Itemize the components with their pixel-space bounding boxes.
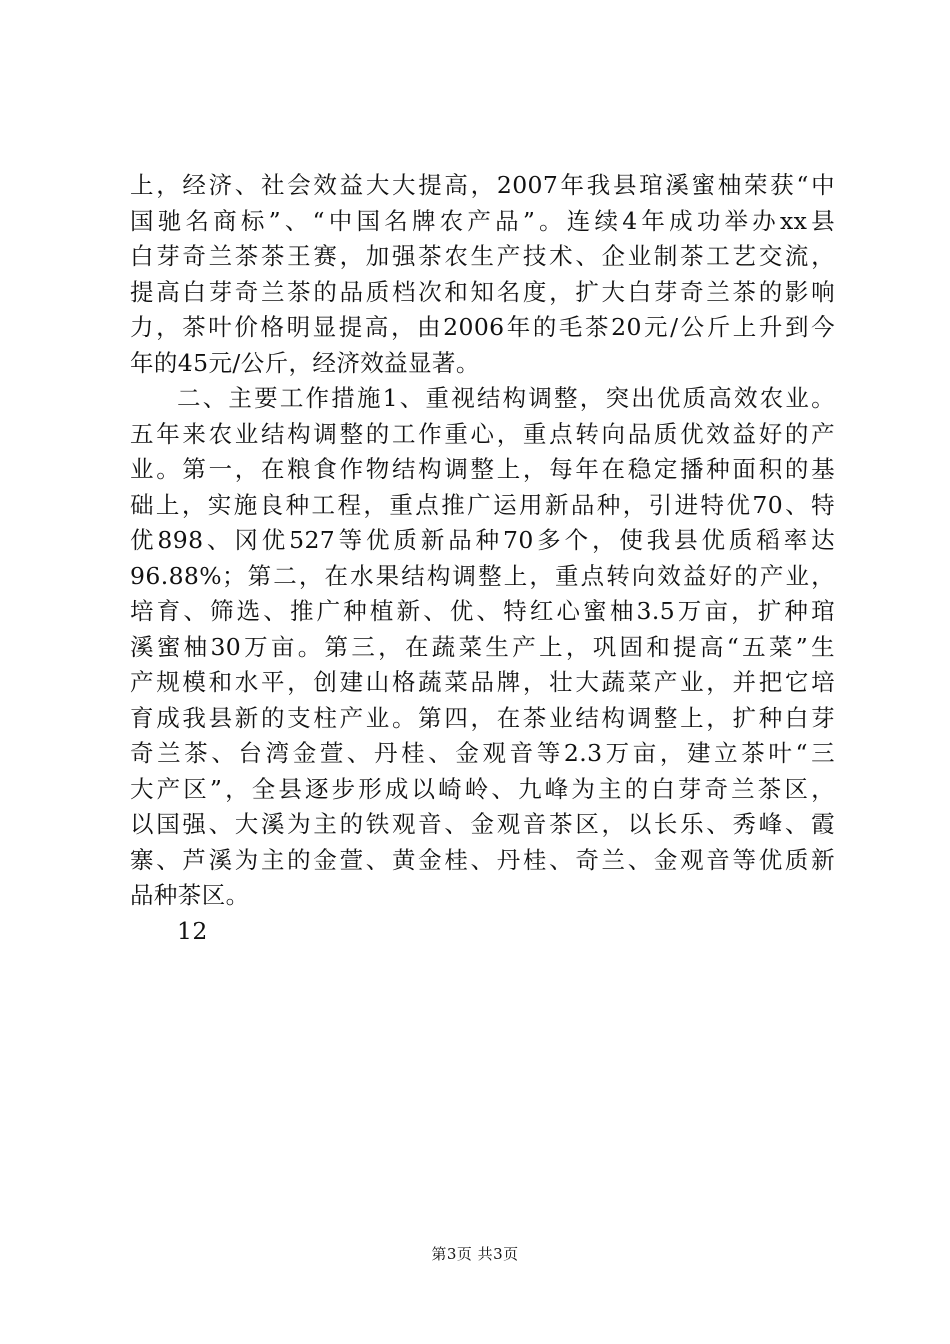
text-line: 上，经济、社会效益大大提高，2007年我县琯溪蜜柚荣获“中 bbox=[130, 171, 835, 199]
text-line: 品种茶区。 bbox=[130, 881, 250, 909]
text-line: 产规模和水平，创建山格蔬菜品牌，壮大蔬菜产业，并把它培 bbox=[130, 668, 835, 696]
text-line: 年的45元/公斤，经济效益显著。 bbox=[130, 348, 480, 377]
text-line: 白芽奇兰茶茶王赛，加强茶农生产技术、企业制茶工艺交流， bbox=[130, 242, 835, 270]
page-number-label: 第3页 共3页 bbox=[431, 1245, 519, 1263]
text-line: 国驰名商标”、“中国名牌农产品”。连续4年成功举办xx县 bbox=[130, 206, 835, 235]
text-line: 五年来农业结构调整的工作重心，重点转向品质优效益好的产 bbox=[130, 419, 835, 448]
text-line: 奇兰茶、台湾金萱、丹桂、金观音等2.3万亩，建立茶叶“三 bbox=[130, 739, 835, 767]
text-line: 大产区”，全县逐步形成以崎岭、九峰为主的白芽奇兰茶区， bbox=[130, 774, 835, 803]
page-footer bbox=[0, 1243, 950, 1264]
text-line: 础上，实施良种工程，重点推广运用新品种，引进特优70、特 bbox=[130, 490, 835, 519]
text-line: 提高白芽奇兰茶的品质档次和知名度，扩大白芽奇兰茶的影响 bbox=[130, 277, 835, 306]
body-text bbox=[130, 168, 835, 949]
text-line: 力，茶叶价格明显提高，由2006年的毛茶20元/公斤上升到今 bbox=[130, 313, 835, 341]
text-line: 以国强、大溪为主的铁观音、金观音茶区，以长乐、秀峰、霞 bbox=[130, 810, 835, 838]
text-line: 寨、芦溪为主的金萱、黄金桂、丹桂、奇兰、金观音等优质新 bbox=[130, 845, 835, 874]
text-line: 溪蜜柚30万亩。第三，在蔬菜生产上，巩固和提高“五菜”生 bbox=[130, 632, 835, 661]
text-line: 培育、筛选、推广种植新、优、特红心蜜柚3.5万亩，扩种琯 bbox=[130, 597, 835, 625]
text-line: 12 bbox=[177, 916, 208, 945]
text-line: 优898、冈优527等优质新品种70多个，使我县优质稻率达 bbox=[130, 526, 835, 554]
text-line: 96.88%；第二，在水果结构调整上，重点转向效益好的产业， bbox=[130, 561, 835, 590]
text-line: 育成我县新的支柱产业。第四，在茶业结构调整上，扩种白芽 bbox=[130, 703, 835, 732]
text-line: 二、主要工作措施1、重视结构调整，突出优质高效农业。 bbox=[177, 384, 835, 412]
text-line: 业。第一，在粮食作物结构调整上，每年在稳定播种面积的基 bbox=[130, 455, 835, 483]
